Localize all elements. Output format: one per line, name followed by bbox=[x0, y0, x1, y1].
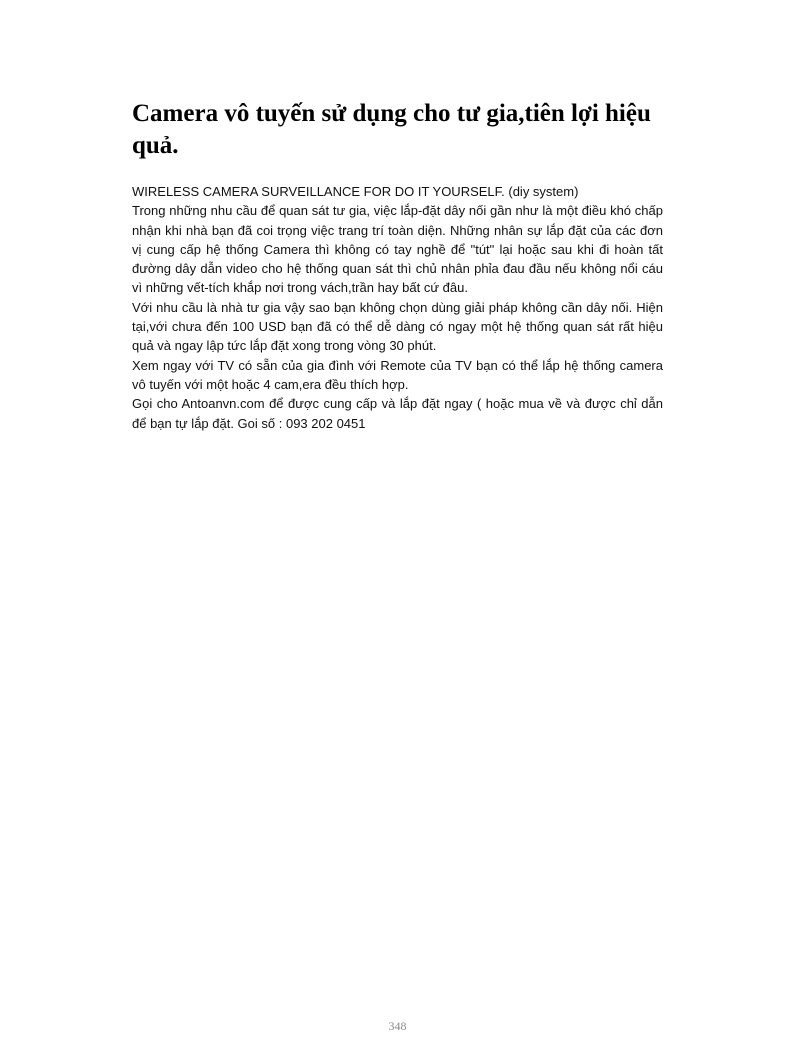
paragraph-3: Xem ngay với TV có sẵn của gia đình với Remote của TV bạn có thể lắp hệ thống camera vô tuyến với một hoặc 4 cam,era đều thích hợp. bbox=[132, 357, 663, 392]
paragraph-2: Với nhu cầu là nhà tư gia vậy sao bạn không chọn dùng giải pháp không cần dây nối. Hiện tại,với chưa đến 100 USD bạn đã có thể dễ dàng có ngay một hệ thống quan sát rất hiệu quả và ngay lập tức lắp đặt xong trong vòng 30 phút. bbox=[132, 299, 663, 354]
paragraph-4: Gọi cho Antoanvn.com để được cung cấp và lắp đặt ngay ( hoặc mua về và được chỉ dẫn để bạn tự lắp đặt. Goi số : 093 202 0451 bbox=[132, 396, 663, 431]
document-body bbox=[132, 182, 663, 433]
document-title: Camera vô tuyến sử dụng cho tư gia,tiên lợi hiệu quả. bbox=[132, 100, 651, 159]
paragraph-1: Trong những nhu cầu để quan sát tư gia, việc lắp-đặt dây nối gần như là một điều khó chấp nhận khi nhà bạn đã coi trọng việc trang trí toàn diện. Những nhân sự lắp đặt của các đơn vị cung cấp hệ thống Camera thì không có tay nghề để "tút" lại hoặc sau khi đi hoàn tất đường dây dẫn video cho hệ thống quan sát thì chủ nhân phỉa đau đầu nếu không nổi cáu vì những vết-tích khắp nơi trong vách,trần hay bất cứ đâu. bbox=[132, 203, 663, 296]
subtitle-line: WIRELESS CAMERA SURVEILLANCE FOR DO IT YOURSELF. (diy system) bbox=[132, 184, 579, 199]
page-number: 348 bbox=[388, 1019, 407, 1033]
